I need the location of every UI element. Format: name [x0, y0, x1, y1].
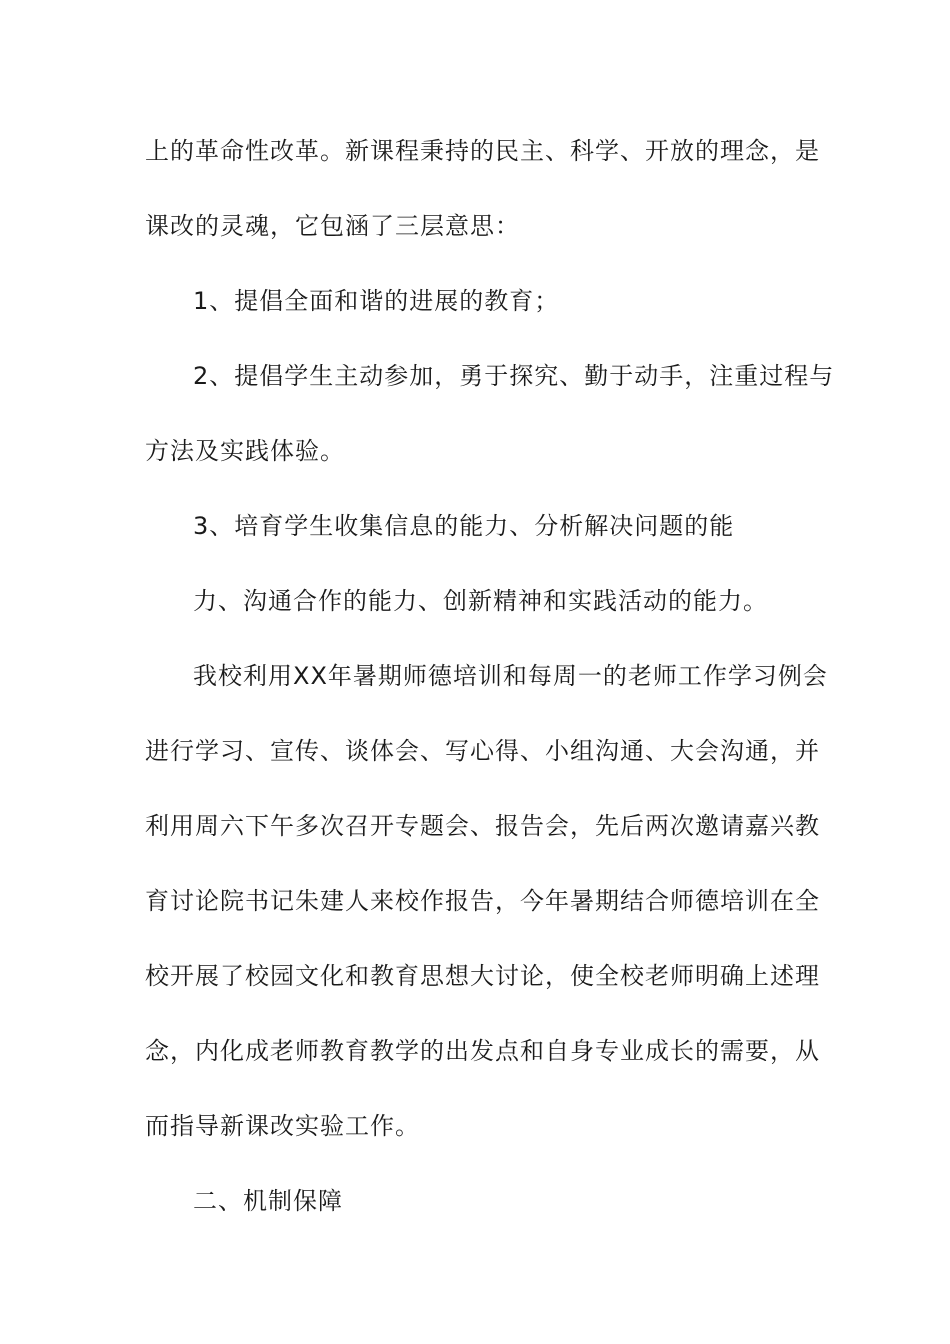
text-line: 进行学习、宣传、谈体会、写心得、小组沟通、大会沟通，并 — [145, 737, 820, 765]
text-line: 而指导新课改实验工作。 — [145, 1112, 420, 1140]
list-item: 1、提倡全面和谐的进展的教育； — [193, 287, 560, 315]
text-line: 校开展了校园文化和教育思想大讨论，使全校老师明确上述理 — [145, 962, 820, 990]
text-line: 利用周六下午多次召开专题会、报告会，先后两次邀请嘉兴教 — [145, 812, 820, 840]
paragraph-start: 我校利用XX年暑期师德培训和每周一的老师工作学习例会 — [193, 662, 828, 690]
list-item: 2、提倡学生主动参加，勇于探究、勤于动手，注重过程与 — [193, 362, 835, 390]
text-line: 课改的灵魂，它包涵了三层意思： — [145, 212, 520, 240]
text-line: 念，内化成老师教育教学的出发点和自身专业成长的需要，从 — [145, 1037, 820, 1065]
list-item: 3、培育学生收集信息的能力、分析解决问题的能 — [193, 512, 735, 540]
text-line: 育讨论院书记朱建人来校作报告，今年暑期结合师德培训在全 — [145, 887, 820, 915]
text-line: 力、沟通合作的能力、创新精神和实践活动的能力。 — [193, 587, 768, 615]
section-heading: 二、机制保障 — [193, 1187, 343, 1215]
text-line: 上的革命性改革。新课程秉持的民主、科学、开放的理念，是 — [145, 137, 820, 165]
text-line: 方法及实践体验。 — [145, 437, 345, 465]
